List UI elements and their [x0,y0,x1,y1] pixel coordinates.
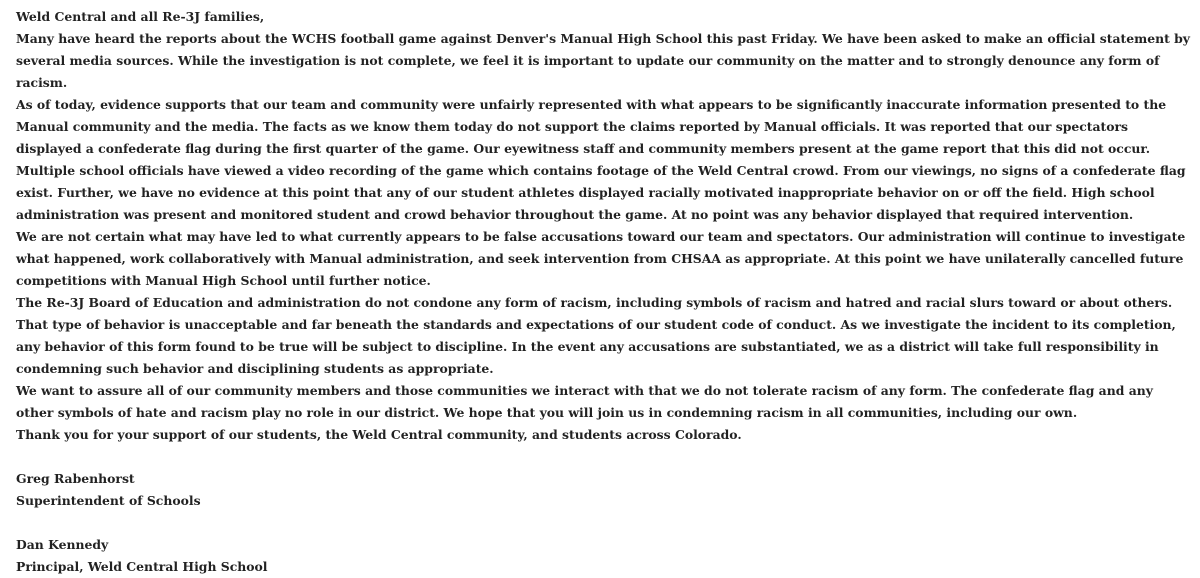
paragraph-media-reports: Many have heard the reports about the WCHS football game against Denver's Manual High School this past Friday. We have been asked to make an official statement by several media sources. While the investigation is not complete, we feel it is important to update our community on the matter and to strongly denounce any form of racism. [16,31,1190,90]
paragraph-board-position: The Re-3J Board of Education and administration do not condone any form of racism, including symbols of racism and hatred and racial slurs toward or about others. That type of behavior is unacceptable and far beneath the standards and expectations of our student code of conduct. As we investigate the incident to its completion, any behavior of this form found to be true will be subject to discipline. In the event any accusations are substantiated, we as a district will take full responsibility in condemning such behavior and disciplining students as appropriate. [16,295,1176,376]
spacer [16,512,1194,534]
paragraph-thanks: Thank you for your support of our students, the Weld Central community, and students across Colorado. [16,427,742,442]
signature-name: Dan Kennedy [16,537,109,552]
paragraph-evidence: As of today, evidence supports that our team and community were unfairly represented with what appears to be significantly inaccurate information presented to the Manual community and the media. The facts as we know them today do not support the claims reported by Manual officials. It was reported that our spectators displayed a confederate flag during the first quarter of the game. Our eyewitness staff and community members present at the game report that this did not occur. Multiple school officials have viewed a video recording of the game which contains footage of the Weld Central crowd. From our viewings, no signs of a confederate flag exist. Further, we have no evidence at this point that any of our student athletes displayed racially motivated inappropriate behavior on or off the field. High school administration was present and monitored student and crowd behavior throughout the game. At no point was any behavior displayed that required intervention. [16,97,1186,222]
paragraph-accusations: We are not certain what may have led to what currently appears to be false accusations toward our team and spectators. Our administration will continue to investigate what happened, work collaboratively with Manual administration, and seek intervention from CHSAA as appropriate. At this point we have unilaterally cancelled future competitions with Manual High School until further notice. [16,229,1186,288]
signature-block [16,534,1194,578]
signature-name: Greg Rabenhorst [16,471,135,486]
spacer [16,446,1194,468]
signature-title: Principal, Weld Central High School [16,559,268,574]
signature-title: Superintendent of Schools [16,493,201,508]
letter-greeting: Weld Central and all Re-3J families, [16,9,265,24]
paragraph-assurance: We want to assure all of our community members and those communities we interact with that we do not tolerate racism of any form. The confederate flag and any other symbols of hate and racism play no role in our district. We hope that you will join us in condemning racism in all communities, including our own. [16,383,1153,420]
signature-block [16,468,1194,512]
